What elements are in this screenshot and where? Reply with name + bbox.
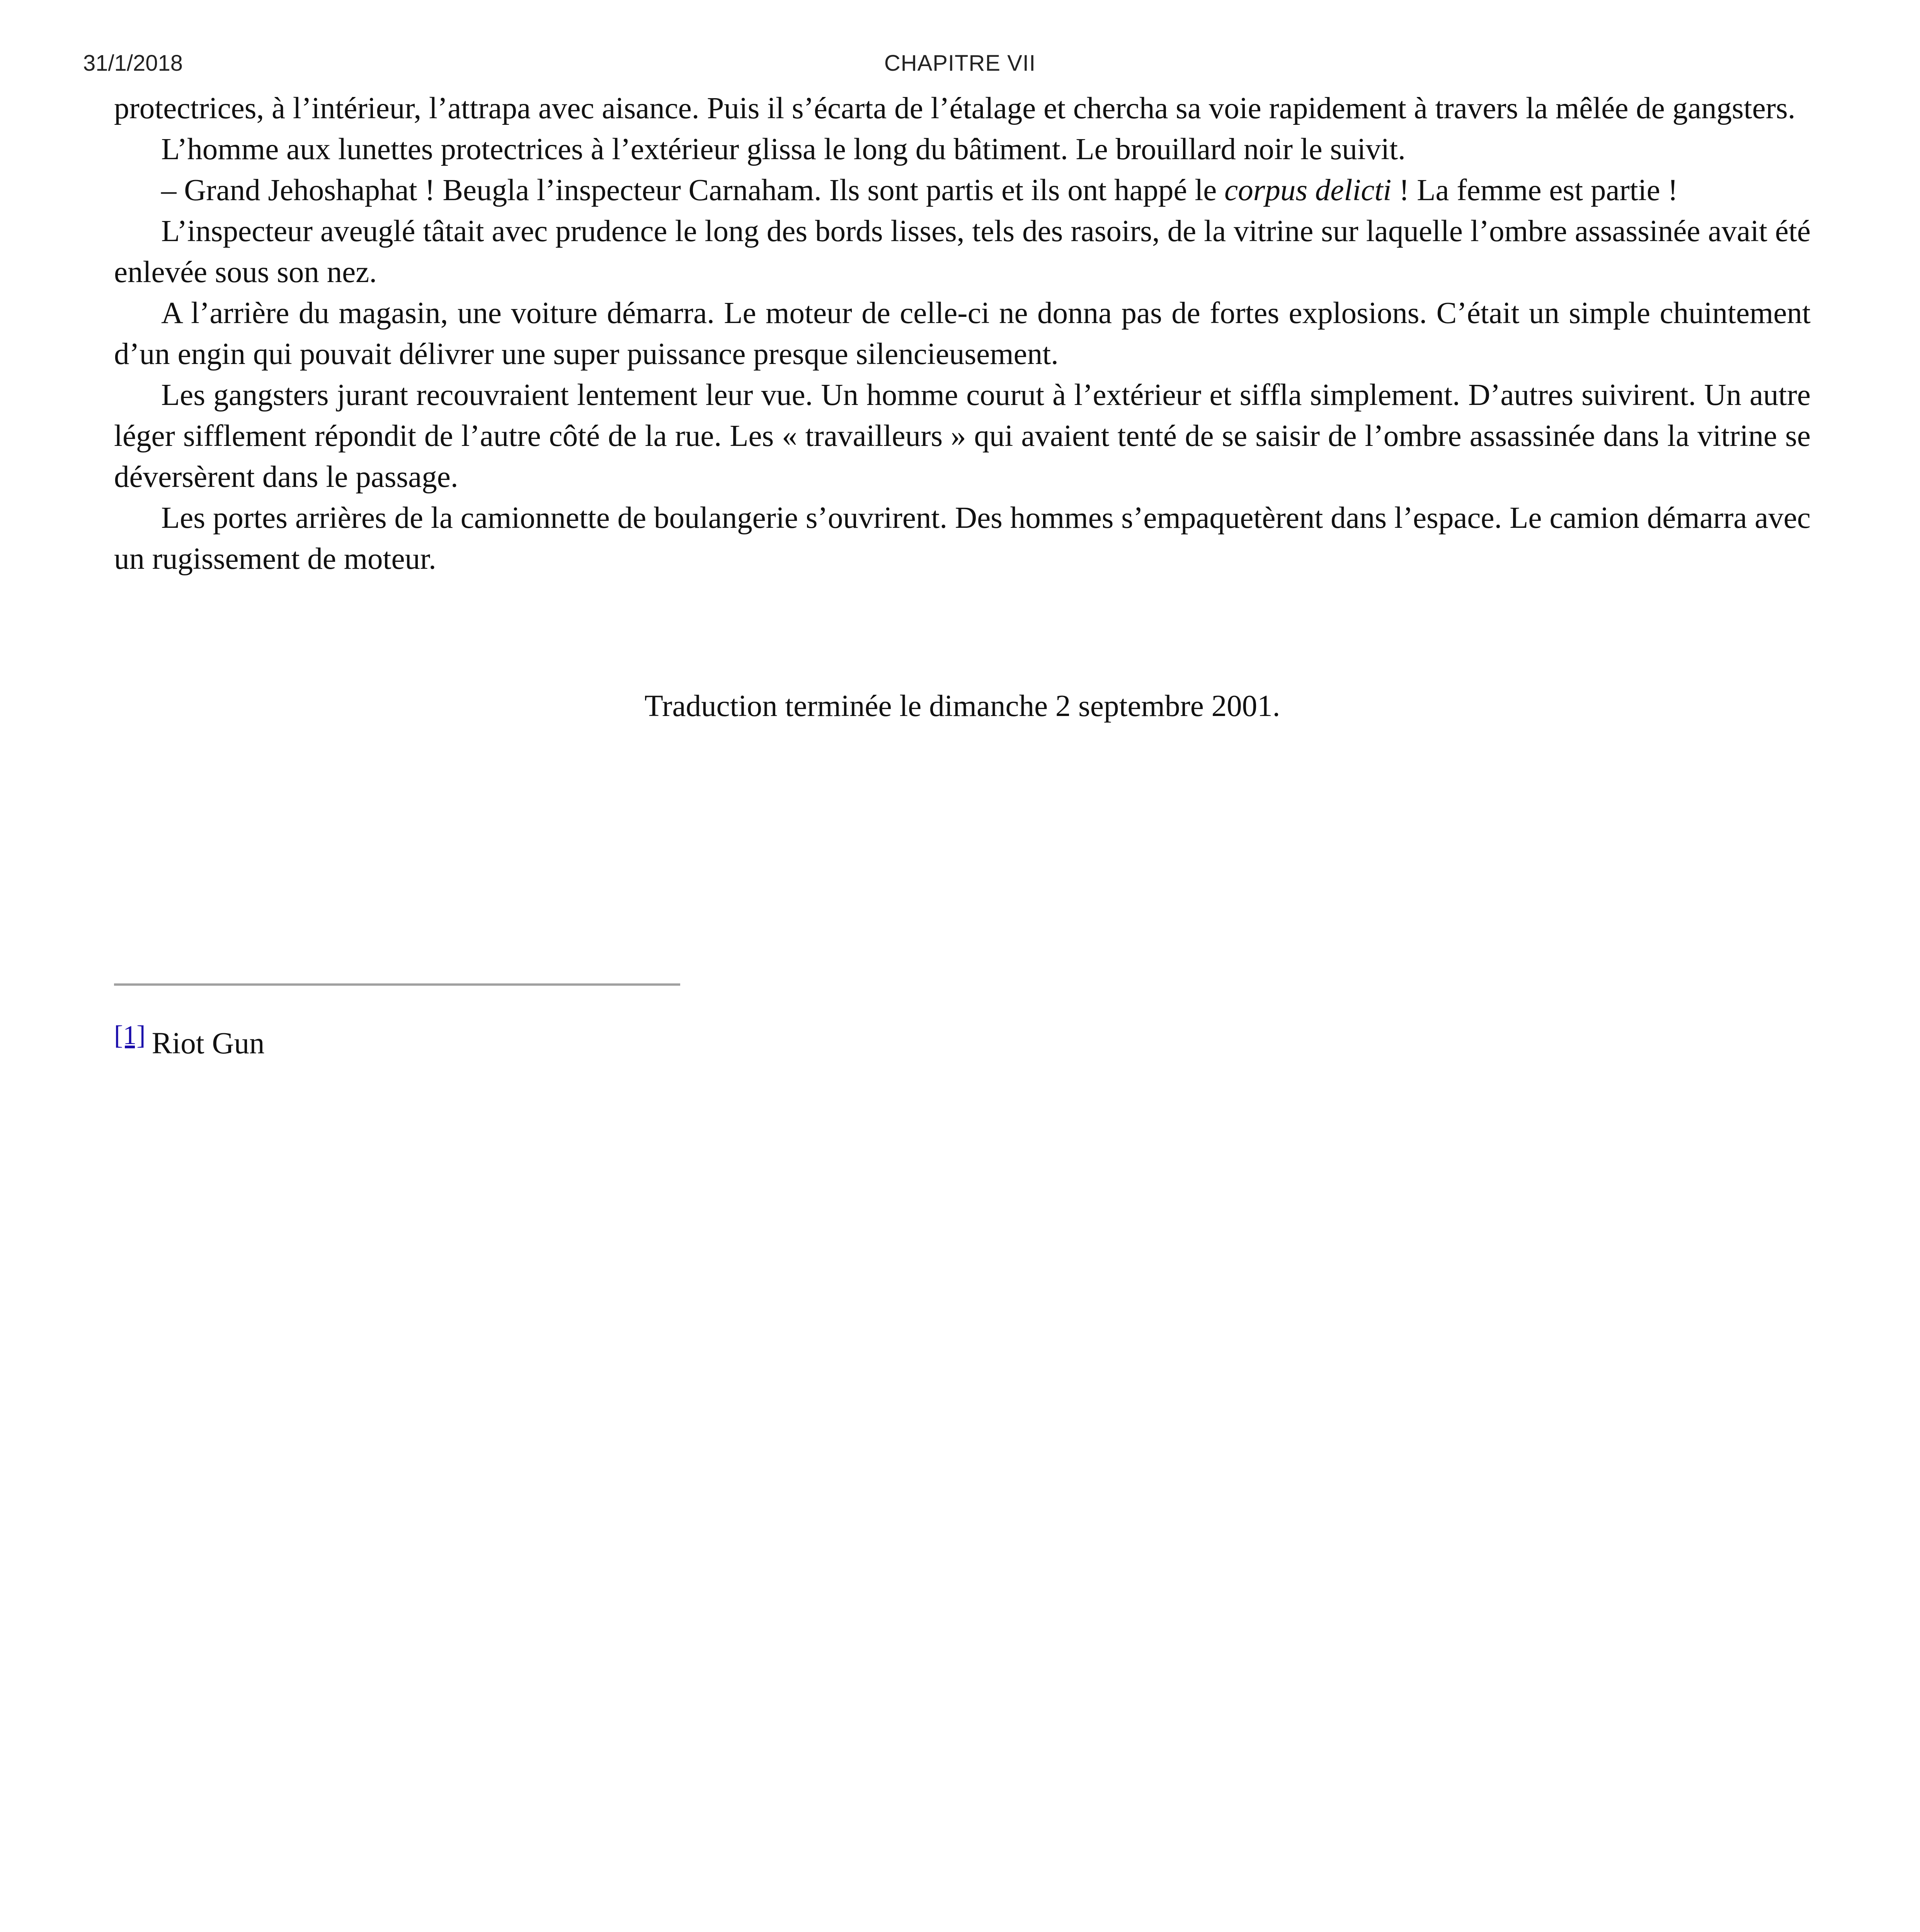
paragraph: L’homme aux lunettes protectrices à l’extérieur glissa le long du bâtiment. Le brouillard noir le suivit. <box>161 133 1406 166</box>
paragraph: Les portes arrières de la camionnette de boulangerie s’ouvrirent. Des hommes s’empaquetèrent dans l’espace. Le camion démarra avec un rugissement de moteur. <box>114 501 1811 576</box>
translation-date: Traduction terminée le dimanche 2 septembre 2001. <box>644 689 1280 723</box>
footnote-link[interactable]: [1] <box>114 1020 146 1050</box>
print-header <box>0 46 1920 81</box>
paragraph-text: ! La femme est partie ! <box>1391 173 1678 207</box>
paragraph: L’inspecteur aveuglé tâtait avec prudence le long des bords lisses, tels des rasoirs, de la vitrine sur laquelle l’ombre assassinée avait été enlevée sous son nez. <box>114 214 1811 289</box>
print-date: 31/1/2018 <box>83 51 183 76</box>
chapter-text <box>114 88 1811 727</box>
paragraph: A l’arrière du magasin, une voiture démarra. Le moteur de celle-ci ne donna pas de fortes explosions. C’était un simple chuintement d’un engin qui pouvait délivrer une super puissance presque silencieusement. <box>114 296 1811 371</box>
translation-note <box>114 686 1811 727</box>
paragraph: protectrices, à l’intérieur, l’attrapa avec aisance. Puis il s’écarta de l’étalage et chercha sa voie rapidement à travers la mêlée de gangsters. <box>114 92 1796 125</box>
paragraph: Les gangsters jurant recouvraient lentement leur vue. Un homme courut à l’extérieur et siffla simplement. D’autres suivirent. Un autre léger sifflement répondit de l’autre côté de la rue. Les « travailleurs » qui avaient tenté de se saisir de l’ombre assassinée dans la vitrine se déversèrent dans le passage. <box>114 378 1811 494</box>
footnote <box>114 1016 265 1063</box>
paragraph <box>114 170 1811 211</box>
latin-emphasis: corpus delicti <box>1224 173 1392 207</box>
paragraph-text: – Grand Jehoshaphat ! Beugla l’inspecteur Carnaham. Ils sont partis et ils ont happé le <box>161 173 1225 207</box>
chapter-title: CHAPITRE VII <box>884 51 1036 76</box>
footnote-divider <box>114 983 680 986</box>
footnote-text: Riot Gun <box>151 1027 265 1060</box>
